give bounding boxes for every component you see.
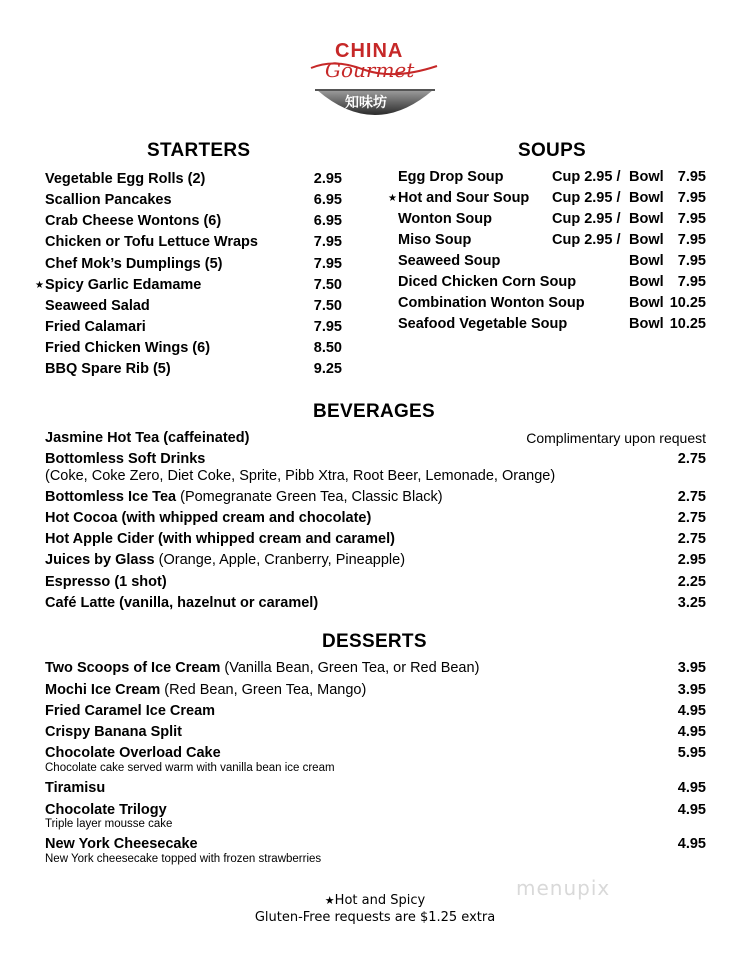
logo-name-line2: Gourmet [325, 58, 415, 82]
spicy-star-icon: ★ [35, 280, 44, 291]
starter-name: Scallion Pancakes [45, 192, 172, 208]
starter-name: Spicy Garlic Edamame [45, 277, 202, 293]
soup-name: Seaweed Soup [398, 253, 501, 269]
dessert-description: Chocolate cake served warm with vanilla bean ice cream [45, 762, 335, 774]
beverage-name: Café Latte (vanilla, hazelnut or caramel) [45, 595, 319, 611]
beverage-detail: (Orange, Apple, Cranberry, Pineapple) [154, 552, 406, 568]
starter-name: Fried Calamari [45, 319, 146, 335]
beverage-name: Hot Cocoa (with whipped cream and chocolate) [45, 510, 372, 526]
beverage-name: Bottomless Soft Drinks [45, 451, 206, 467]
logo-chinese: 知味坊 [345, 95, 387, 111]
soup-bowl-price: 10.25 [669, 316, 706, 332]
soup-cup-price: Cup 2.95 / [552, 211, 621, 227]
beverage-price: 2.95 [677, 552, 706, 568]
beverage-options: (Coke, Coke Zero, Diet Coke, Sprite, Pibb Xtra, Root Beer, Lemonade, Orange) [45, 468, 556, 484]
soup-bowl-price: 7.95 [677, 253, 706, 269]
starter-price: 7.95 [313, 256, 342, 272]
dessert-price: 4.95 [677, 703, 706, 719]
beverage-name: Bottomless Ice Tea [45, 489, 177, 505]
beverage-price: 2.75 [677, 489, 706, 505]
starter-price: 2.95 [313, 171, 342, 187]
logo-name-line1: CHINA [335, 40, 404, 62]
starter-price: 7.95 [313, 234, 342, 250]
soup-bowl-label: Bowl [629, 232, 664, 248]
dessert-name: Chocolate Trilogy [45, 802, 167, 818]
dessert-name: Mochi Ice Cream [45, 682, 161, 698]
dessert-name: New York Cheesecake [45, 836, 198, 852]
soup-cup-price: Cup 2.95 / [552, 169, 621, 185]
soup-bowl-price: 7.95 [677, 232, 706, 248]
soup-name: Hot and Sour Soup [398, 190, 530, 206]
starter-price: 6.95 [313, 213, 342, 229]
soup-bowl-label: Bowl [629, 295, 664, 311]
dessert-price: 4.95 [677, 836, 706, 852]
beverage-price: 2.25 [677, 574, 706, 590]
starter-name: Crab Cheese Wontons (6) [45, 213, 222, 229]
starter-name: Fried Chicken Wings (6) [45, 340, 211, 356]
dessert-description: New York cheesecake topped with frozen strawberries [45, 853, 322, 865]
starter-price: 7.50 [313, 277, 342, 293]
soup-bowl-price: 7.95 [677, 169, 706, 185]
starter-price: 7.50 [313, 298, 342, 314]
gluten-free-note: Gluten-Free requests are $1.25 extra [254, 910, 496, 925]
soup-cup-price: Cup 2.95 / [552, 232, 621, 248]
dessert-name: Fried Caramel Ice Cream [45, 703, 216, 719]
soups-heading: SOUPS [518, 140, 587, 161]
beverage-price: Complimentary upon request [526, 430, 706, 446]
beverage-name: Juices by Glass [45, 552, 155, 568]
dessert-price: 4.95 [677, 802, 706, 818]
starter-name: Seaweed Salad [45, 298, 150, 314]
soup-bowl-price: 10.25 [669, 295, 706, 311]
desserts-heading: DESSERTS [322, 631, 427, 652]
watermark: menupix [516, 876, 611, 900]
soup-bowl-label: Bowl [629, 253, 664, 269]
dessert-line [45, 660, 479, 676]
beverage-price: 3.25 [677, 595, 706, 611]
dessert-line [45, 682, 366, 698]
soup-bowl-label: Bowl [629, 316, 664, 332]
soup-bowl-label: Bowl [629, 190, 664, 206]
soup-bowl-label: Bowl [629, 169, 664, 185]
beverage-line [45, 552, 405, 568]
soup-name: Seafood Vegetable Soup [398, 316, 568, 332]
soup-name: Miso Soup [398, 232, 472, 248]
spicy-legend [0, 893, 750, 908]
soup-name: Combination Wonton Soup [398, 295, 585, 311]
dessert-name: Crispy Banana Split [45, 724, 182, 740]
dessert-name: Chocolate Overload Cake [45, 745, 221, 761]
beverages-heading: BEVERAGES [313, 401, 436, 422]
starter-price: 8.50 [313, 340, 342, 356]
soup-name: Wonton Soup [398, 211, 492, 227]
soup-cup-price: Cup 2.95 / [552, 190, 621, 206]
dessert-price: 3.95 [677, 682, 706, 698]
soup-bowl-price: 7.95 [677, 211, 706, 227]
starter-name: Vegetable Egg Rolls (2) [45, 171, 206, 187]
beverage-line [45, 489, 443, 505]
dessert-detail: (Red Bean, Green Tea, Mango) [160, 682, 367, 698]
dessert-name: Two Scoops of Ice Cream [45, 660, 221, 676]
starters-heading: STARTERS [147, 140, 251, 161]
spicy-star-icon: ★ [388, 193, 397, 204]
dessert-price: 5.95 [677, 745, 706, 761]
starter-name: Chef Mok’s Dumplings (5) [45, 256, 223, 272]
beverage-detail: (Pomegranate Green Tea, Classic Black) [176, 489, 443, 505]
spicy-star-icon: ★ [324, 894, 335, 907]
soup-name: Egg Drop Soup [398, 169, 504, 185]
soup-bowl-label: Bowl [629, 274, 664, 290]
spicy-legend-text: Hot and Spicy [334, 893, 426, 908]
dessert-price: 4.95 [677, 780, 706, 796]
beverage-name: Jasmine Hot Tea (caffeinated) [45, 430, 250, 446]
dessert-description: Triple layer mousse cake [45, 818, 173, 830]
beverage-price: 2.75 [677, 451, 706, 467]
soup-name: Diced Chicken Corn Soup [398, 274, 577, 290]
restaurant-logo [305, 40, 445, 130]
beverage-price: 2.75 [677, 531, 706, 547]
starter-price: 7.95 [313, 319, 342, 335]
dessert-price: 3.95 [677, 660, 706, 676]
dessert-price: 4.95 [677, 724, 706, 740]
soup-bowl-label: Bowl [629, 211, 664, 227]
beverage-name: Espresso (1 shot) [45, 574, 167, 590]
beverage-price: 2.75 [677, 510, 706, 526]
starter-name: BBQ Spare Rib (5) [45, 361, 171, 377]
soup-bowl-price: 7.95 [677, 274, 706, 290]
starter-price: 9.25 [313, 361, 342, 377]
soup-bowl-price: 7.95 [677, 190, 706, 206]
dessert-detail: (Vanilla Bean, Green Tea, or Red Bean) [220, 660, 480, 676]
starter-price: 6.95 [313, 192, 342, 208]
starter-name: Chicken or Tofu Lettuce Wraps [45, 234, 258, 250]
dessert-name: Tiramisu [45, 780, 106, 796]
beverage-name: Hot Apple Cider (with whipped cream and caramel) [45, 531, 395, 547]
